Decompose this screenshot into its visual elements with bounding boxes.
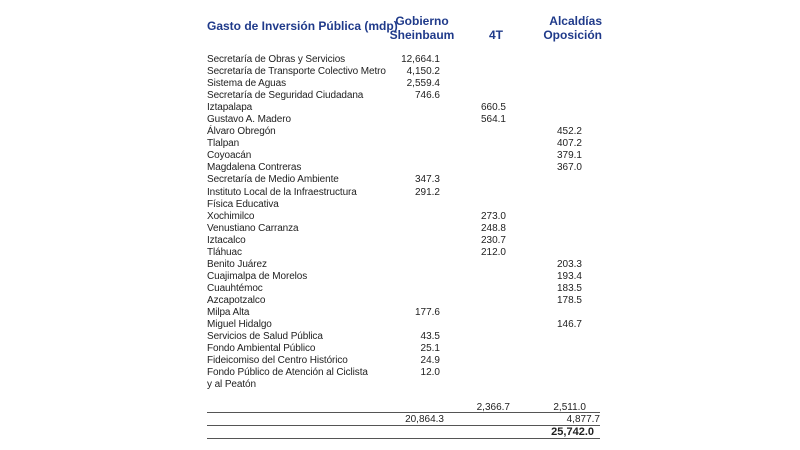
table-row: [0, 331, 800, 343]
value-4t: 212.0: [480, 246, 506, 258]
row-label: Sistema de Aguas: [207, 78, 287, 90]
row-label: Milpa Alta: [207, 307, 250, 318]
value-gobierno: 4,150.2: [406, 66, 440, 78]
value-gobierno: 12,664.1: [401, 54, 440, 65]
row-label: Magdalena Contreras: [207, 162, 302, 174]
table-row: [0, 54, 800, 66]
row-label: Coyoacán: [207, 150, 252, 162]
table-row: [0, 223, 800, 235]
value-gobierno: 347.3: [414, 174, 440, 186]
row-label: Tlalpan: [207, 138, 240, 150]
row-label: Servicios de Salud Pública: [207, 331, 323, 343]
value-4t: 564.1: [480, 114, 506, 126]
row-label: Fondo Ambiental Público: [207, 343, 316, 355]
value-gobierno: 746.6: [414, 90, 440, 102]
table-body: [0, 54, 800, 391]
table-row: [0, 138, 800, 150]
row-label: Secretaría de Medio Ambiente: [207, 174, 339, 186]
value-gobierno: 2,559.4: [406, 78, 440, 90]
table-row: [0, 307, 800, 319]
table-row: [0, 283, 800, 295]
table-row: [0, 271, 800, 283]
value-gobierno: 24.9: [420, 355, 440, 367]
table-row: [0, 174, 800, 186]
row-label: Secretaría de Transporte Colectivo Metro: [207, 66, 386, 78]
row-label: Azcapotzalco: [207, 294, 266, 306]
value-gobierno: 291.2: [414, 186, 440, 198]
row-label: Xochimilco: [207, 210, 255, 222]
table-row: [0, 187, 800, 211]
subtotal-alcaldias: 2,511.0: [553, 402, 586, 413]
table-row: [0, 259, 800, 271]
value-4t: 273.0: [480, 210, 506, 222]
table-row: [0, 162, 800, 174]
value-alcaldias: 367.0: [556, 162, 582, 174]
row-label: Álvaro Obregón: [207, 126, 276, 138]
value-4t: 248.8: [480, 222, 506, 234]
value-alcaldias: 146.7: [556, 319, 582, 331]
row-label: Tláhuac: [207, 246, 242, 258]
table-row: [0, 235, 800, 247]
table-row: [0, 295, 800, 307]
row-label: Gustavo A. Madero: [207, 114, 291, 126]
row-label: Iztapalapa: [207, 102, 253, 114]
table-row: [0, 90, 800, 102]
value-alcaldias: 193.4: [556, 270, 582, 282]
row-label: Cuajimalpa de Morelos: [207, 270, 308, 282]
column-header-4t: 4T: [488, 28, 503, 42]
row-label: Cuauhtémoc: [207, 282, 263, 294]
table-row: [0, 114, 800, 126]
row-label: Instituto Local de la Infraestructura Física Educativa: [207, 186, 357, 210]
value-gobierno: 43.5: [420, 331, 440, 343]
row-label: Benito Juárez: [207, 258, 267, 270]
value-alcaldias: 178.5: [556, 294, 582, 306]
row-label: Iztacalco: [207, 234, 246, 246]
table-title: Gasto de Inversión Pública (mdp): [207, 19, 398, 33]
grand-total-rule: [207, 438, 600, 439]
table-row: [0, 150, 800, 162]
grand-total: 25,742.0: [551, 426, 594, 438]
table-row: [0, 126, 800, 138]
total-gobierno: 20,864.3: [405, 414, 444, 425]
table-row: [0, 102, 800, 114]
table-row: [0, 78, 800, 90]
subtotal-4t: 2,366.7: [476, 402, 510, 413]
table-row: [0, 343, 800, 355]
value-alcaldias: 407.2: [556, 138, 582, 150]
row-label: Fondo Público de Atención al Ciclista y al Peatón: [207, 367, 368, 391]
value-gobierno: 177.6: [414, 307, 440, 318]
table-row: [0, 367, 800, 391]
value-alcaldias: 379.1: [556, 150, 582, 162]
value-gobierno: 12.0: [420, 367, 440, 379]
row-label: Miguel Hidalgo: [207, 319, 272, 331]
column-header-alcaldias: Alcaldías Oposición: [543, 14, 602, 42]
value-alcaldias: 452.2: [556, 126, 582, 138]
row-label: Fideicomiso del Centro Histórico: [207, 355, 348, 367]
table-row: [0, 247, 800, 259]
row-label: Secretaría de Obras y Servicios: [207, 54, 346, 65]
table-row: [0, 66, 800, 78]
table-row: [0, 211, 800, 223]
column-header-gobierno: Gobierno Sheinbaum: [389, 14, 455, 42]
total-oposicion-4t: 4,877.7: [566, 414, 600, 425]
table-row: [0, 319, 800, 331]
value-gobierno: 25.1: [420, 343, 440, 355]
value-4t: 660.5: [480, 102, 506, 114]
value-alcaldias: 203.3: [556, 258, 582, 270]
row-label: Venustiano Carranza: [207, 222, 299, 234]
row-label: Secretaría de Seguridad Ciudadana: [207, 90, 364, 102]
table-row: [0, 355, 800, 367]
value-4t: 230.7: [480, 234, 506, 246]
value-alcaldias: 183.5: [556, 282, 582, 294]
